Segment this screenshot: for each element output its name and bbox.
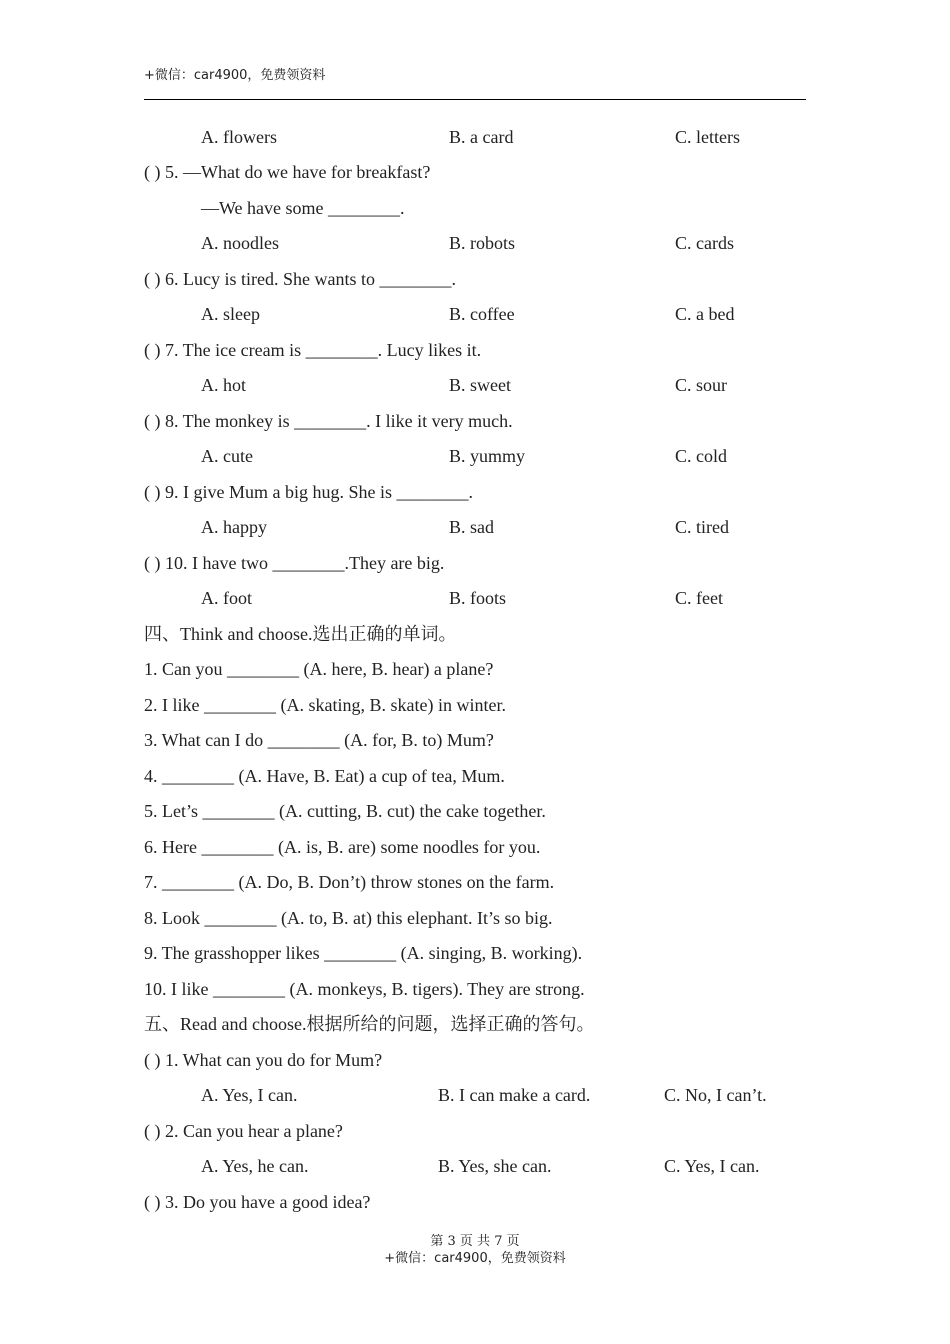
q4-option-a: A. flowers — [201, 127, 277, 147]
s5-q1-stem: ( ) 1. What can you do for Mum? — [144, 1050, 383, 1070]
section-4-title: 四、Think and choose.选出正确的单词。 — [144, 624, 457, 644]
s5-q1-option-b: B. I can make a card. — [438, 1085, 591, 1105]
q7-option-c: C. sour — [675, 375, 728, 395]
q9-stem: ( ) 9. I give Mum a big hug. She is ________. — [144, 482, 473, 502]
q8-stem: ( ) 8. The monkey is ________. I like it very much. — [144, 411, 513, 431]
section-5-title: 五、Read and choose.根据所给的问题，选择正确的答句。 — [144, 1014, 595, 1034]
s4-item-4: 4. ________ (A. Have, B. Eat) a cup of tea, Mum. — [144, 766, 505, 786]
q9-option-a: A. happy — [201, 517, 267, 537]
s4-item-2: 2. I like ________ (A. skating, B. skate) in winter. — [144, 695, 506, 715]
q6-option-c: C. a bed — [675, 304, 735, 324]
header-rule — [144, 99, 806, 100]
q6-stem: ( ) 6. Lucy is tired. She wants to ________. — [144, 269, 456, 289]
q7-stem: ( ) 7. The ice cream is ________. Lucy likes it. — [144, 340, 482, 360]
q8-option-b: B. yummy — [449, 446, 526, 466]
s4-item-5: 5. Let’s ________ (A. cutting, B. cut) the cake together. — [144, 801, 546, 821]
q6-option-b: B. coffee — [449, 304, 515, 324]
q8-option-c: C. cold — [675, 446, 727, 466]
s4-item-7: 7. ________ (A. Do, B. Don’t) throw stones on the farm. — [144, 872, 555, 892]
q4-option-c: C. letters — [675, 127, 740, 147]
s4-item-3: 3. What can I do ________ (A. for, B. to) Mum? — [144, 730, 494, 750]
q10-option-a: A. foot — [201, 588, 252, 608]
q8-option-a: A. cute — [201, 446, 253, 466]
s4-item-8: 8. Look ________ (A. to, B. at) this elephant. It’s so big. — [144, 908, 553, 928]
q10-option-c: C. feet — [675, 588, 723, 608]
q6-option-a: A. sleep — [201, 304, 260, 324]
page-number: 第 3 页 共 7 页 — [430, 1234, 520, 1249]
q7-option-b: B. sweet — [449, 375, 511, 395]
footer-note: +微信：car4900，免费领资料 — [384, 1251, 566, 1266]
q5-reply: —We have some ________. — [201, 198, 405, 218]
s5-q3-stem: ( ) 3. Do you have a good idea? — [144, 1192, 371, 1212]
s5-q1-option-c: C. No, I can’t. — [664, 1085, 767, 1105]
header-note: +微信：car4900，免费领资料 — [144, 68, 326, 83]
q5-option-b: B. robots — [449, 233, 516, 253]
s5-q2-option-b: B. Yes, she can. — [438, 1156, 552, 1176]
q5-stem: ( ) 5. —What do we have for breakfast? — [144, 162, 431, 182]
s5-q2-stem: ( ) 2. Can you hear a plane? — [144, 1121, 343, 1141]
q5-option-a: A. noodles — [201, 233, 279, 253]
q5-option-c: C. cards — [675, 233, 734, 253]
s4-item-10: 10. I like ________ (A. monkeys, B. tigers). They are strong. — [144, 979, 585, 999]
q7-option-a: A. hot — [201, 375, 246, 395]
q9-option-c: C. tired — [675, 517, 729, 537]
s5-q2-option-a: A. Yes, he can. — [201, 1156, 309, 1176]
q10-stem: ( ) 10. I have two ________.They are big. — [144, 553, 445, 573]
s4-item-6: 6. Here ________ (A. is, B. are) some noodles for you. — [144, 837, 541, 857]
s4-item-1: 1. Can you ________ (A. here, B. hear) a plane? — [144, 659, 494, 679]
s5-q2-option-c: C. Yes, I can. — [664, 1156, 760, 1176]
s4-item-9: 9. The grasshopper likes ________ (A. singing, B. working). — [144, 943, 583, 963]
q9-option-b: B. sad — [449, 517, 494, 537]
q10-option-b: B. foots — [449, 588, 507, 608]
s5-q1-option-a: A. Yes, I can. — [201, 1085, 298, 1105]
q4-option-b: B. a card — [449, 127, 514, 147]
